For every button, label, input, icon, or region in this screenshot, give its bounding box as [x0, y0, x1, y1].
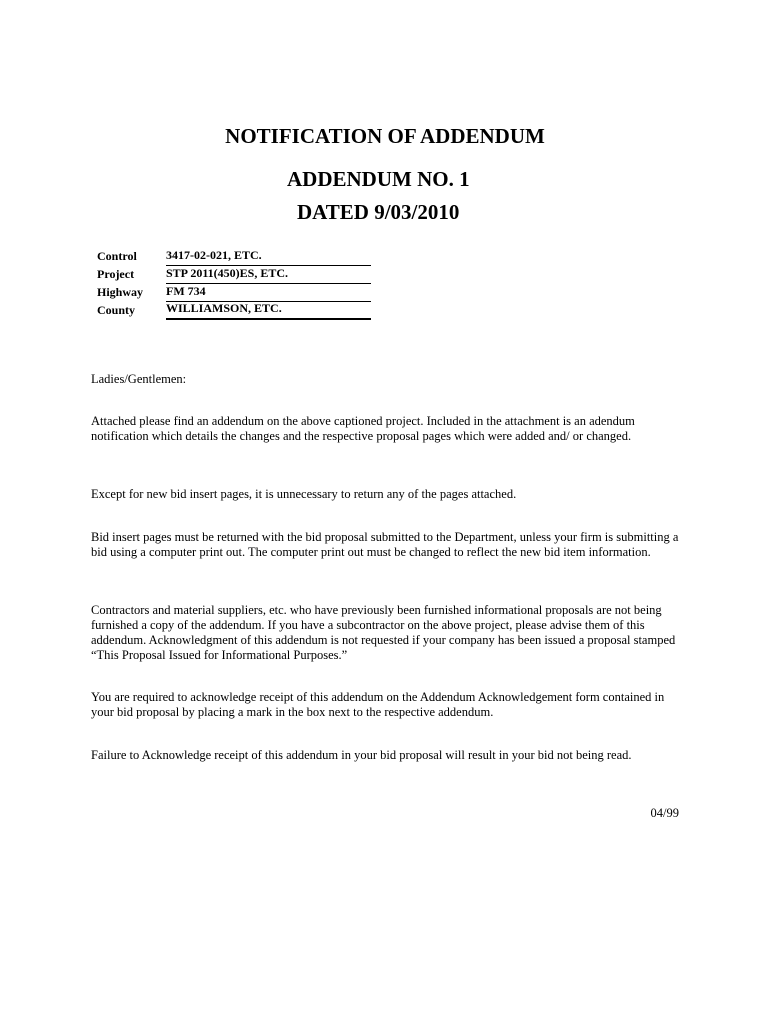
paragraph-contractors: Contractors and material suppliers, etc. who have previously been furnished informational proposals are not being furnished a copy of the addendum. If you have a subcontractor on the above project, please advise them of this addendum. Acknowledgment of this addendum is not requested if your company has been issued a proposal stamped “This Proposal Issued for Informational Purposes.”: [91, 603, 676, 662]
info-value: STP 2011(450)ES, ETC.: [166, 266, 371, 284]
info-value: 3417-02-021, ETC.: [166, 248, 371, 266]
info-label: Project: [97, 267, 135, 281]
paragraph-acknowledge: You are required to acknowledge receipt of this addendum on the Addendum Acknowledgement form contained in your bid proposal by placing a mark in the box next to the respective addendum.: [91, 690, 665, 719]
salutation: Ladies/Gentlemen:: [91, 372, 187, 386]
addendum-date: DATED 9/03/2010: [297, 200, 460, 224]
addendum-number: ADDENDUM NO. 1: [287, 167, 470, 191]
info-row-county: [97, 302, 371, 320]
info-value: WILLIAMSON, ETC.: [166, 301, 371, 320]
paragraph-return-pages: Except for new bid insert pages, it is unnecessary to return any of the pages attached.: [91, 487, 517, 501]
info-label: County: [97, 303, 136, 317]
info-label: Control: [97, 249, 137, 263]
info-value: FM 734: [166, 284, 371, 302]
info-row-highway: [97, 284, 371, 302]
paragraph-attachment: Attached please find an addendum on the above captioned project. Included in the attachment is an adendum notification which details the changes and the respective proposal pages which were added and/ or changed.: [91, 414, 635, 443]
paragraph-failure: Failure to Acknowledge receipt of this addendum in your bid proposal will result in your bid not being read.: [91, 748, 632, 762]
form-code: 04/99: [650, 806, 679, 820]
project-info-table: [97, 248, 371, 320]
document-title: NOTIFICATION OF ADDENDUM: [225, 124, 545, 148]
info-row-project: [97, 266, 371, 284]
paragraph-bid-insert: Bid insert pages must be returned with the bid proposal submitted to the Department, unless your firm is submitting a bid using a computer print out. The computer print out must be changed to reflect the new bid item information.: [91, 530, 679, 559]
info-row-control: [97, 248, 371, 266]
info-label: Highway: [97, 285, 144, 299]
